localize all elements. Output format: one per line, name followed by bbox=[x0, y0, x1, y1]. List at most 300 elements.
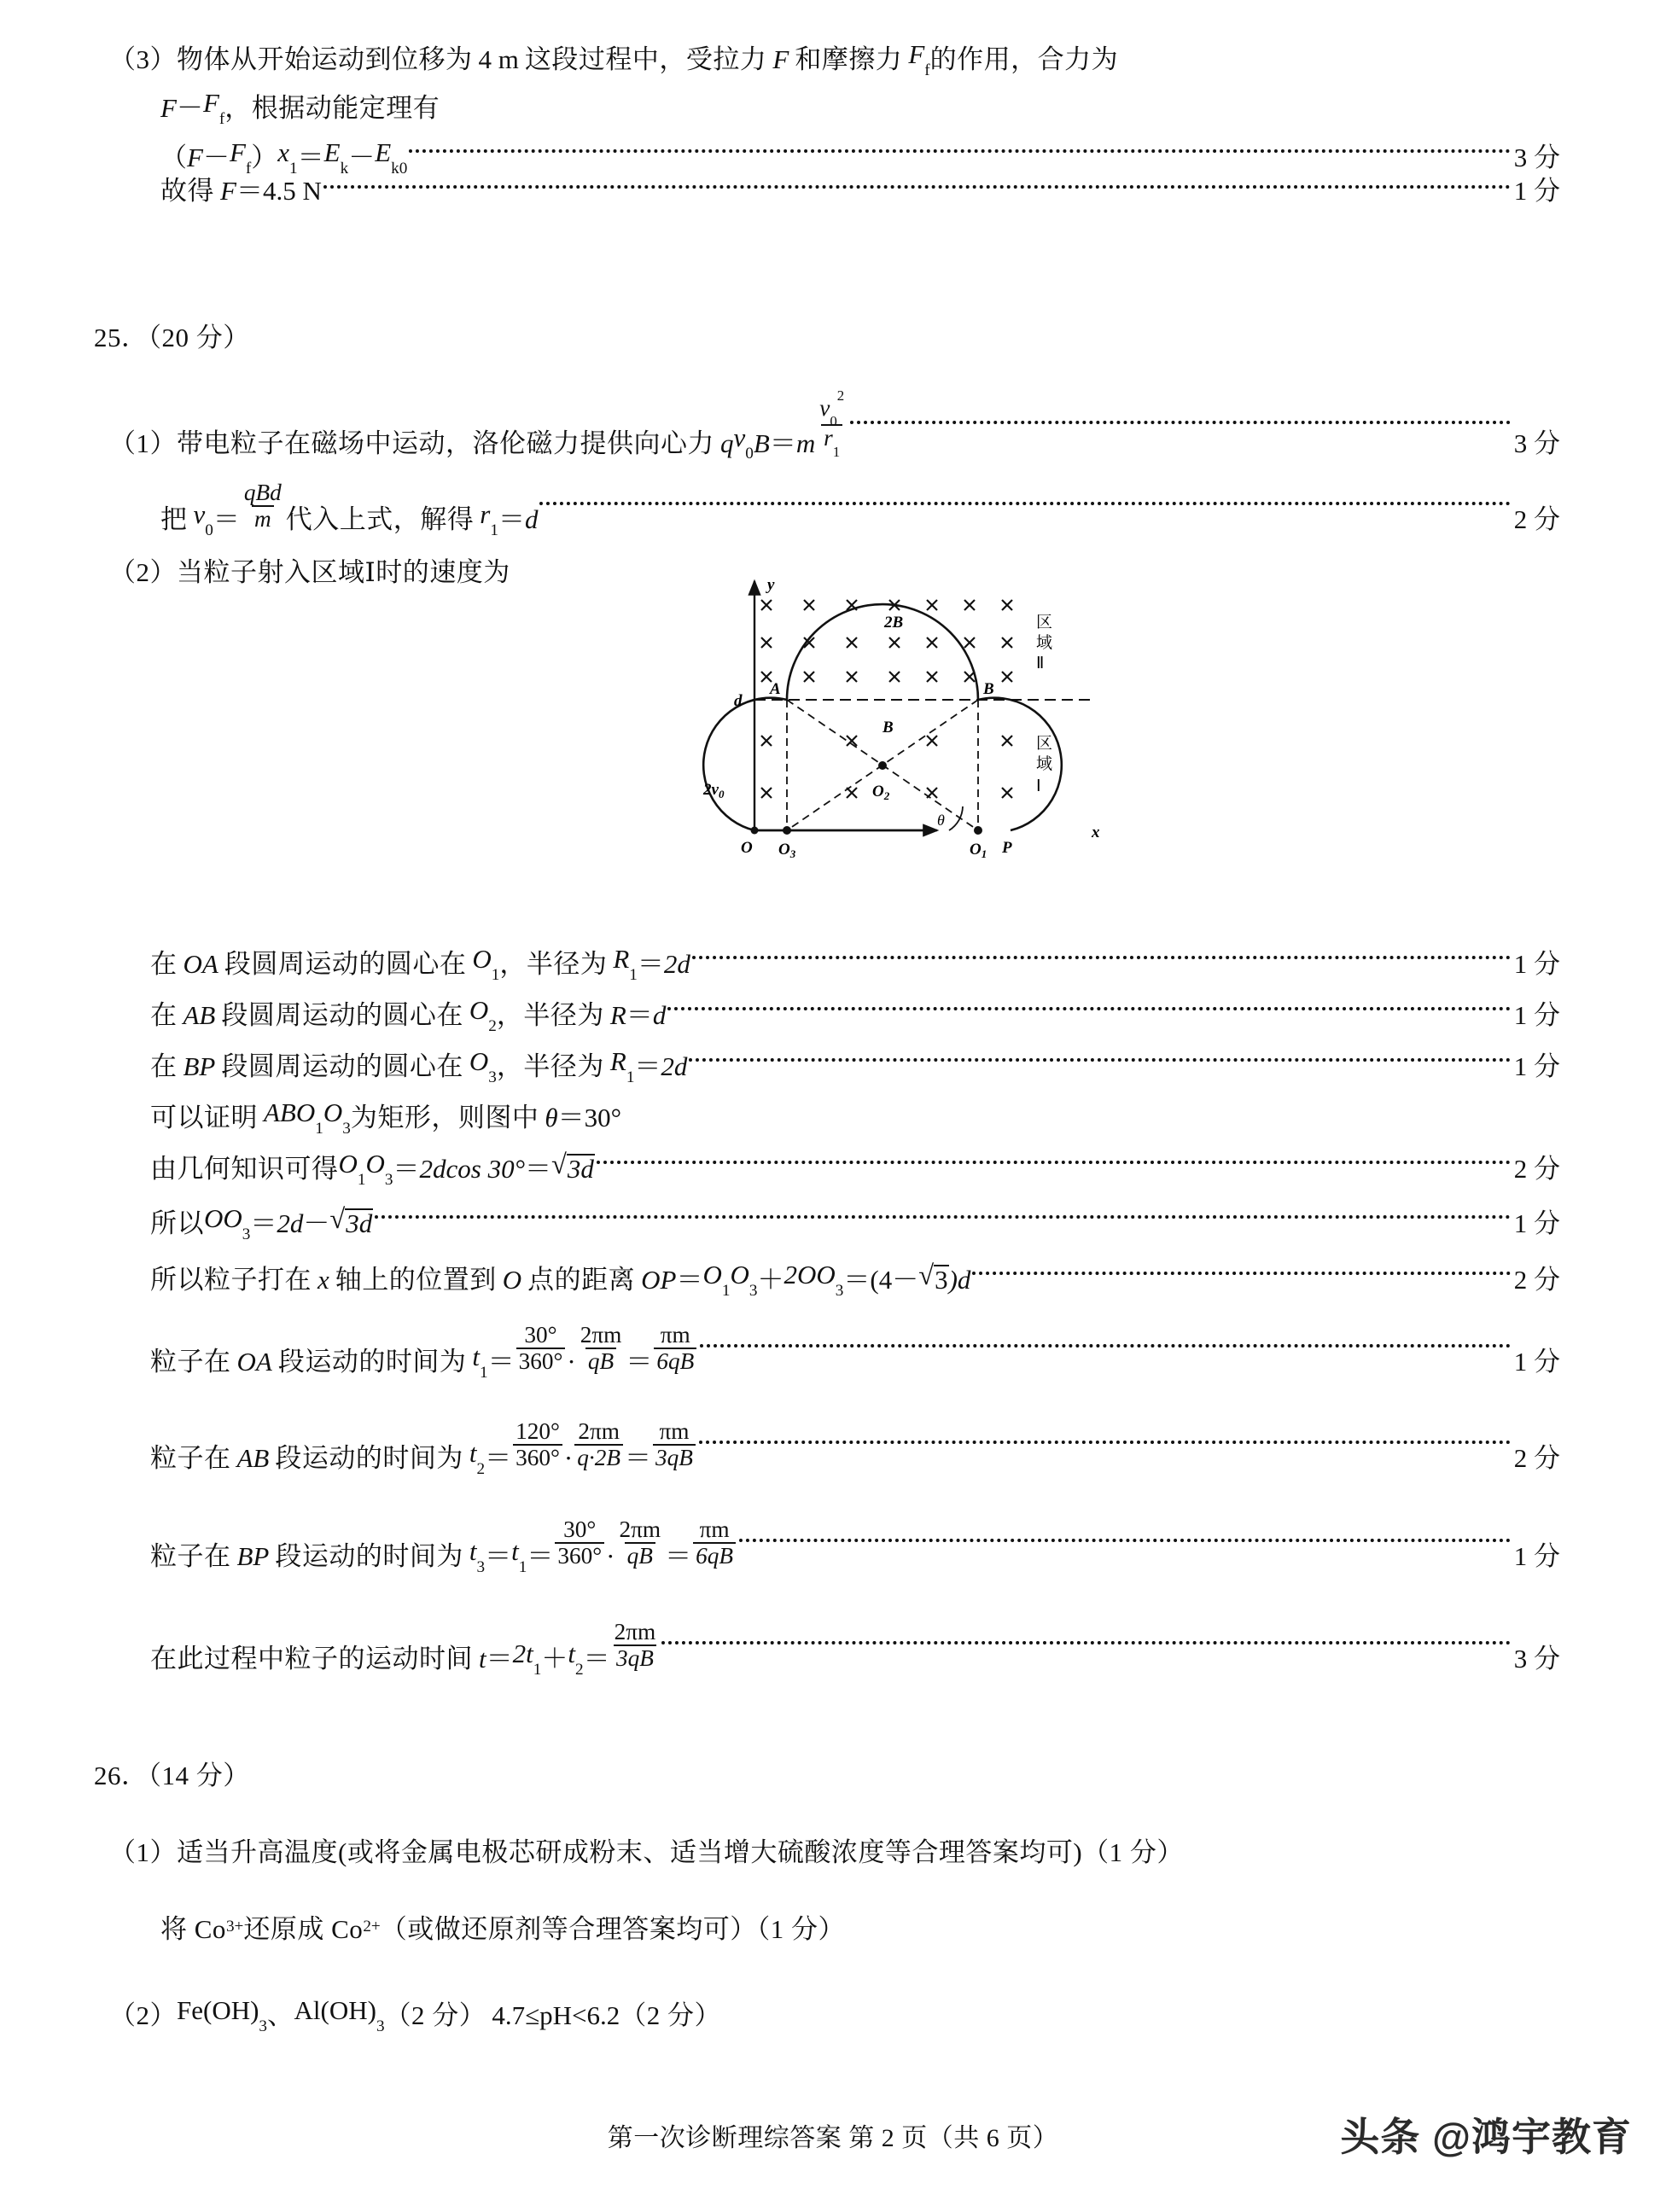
q26-part1-line bbox=[109, 1839, 1184, 1866]
q25-t3-line bbox=[150, 1516, 1560, 1576]
geo-O1: O bbox=[338, 1149, 358, 1179]
q25-total-time-line bbox=[150, 1619, 1560, 1679]
t3-t1: t bbox=[511, 1535, 519, 1566]
figure-svg bbox=[696, 559, 1123, 858]
label-B-point: B bbox=[983, 680, 994, 698]
tt-t2-sub: 2 bbox=[574, 1660, 584, 1679]
t2-frac3 bbox=[653, 1419, 696, 1470]
oa-center-sub: 1 bbox=[491, 965, 500, 984]
label-region1-3: Ⅰ bbox=[1036, 777, 1041, 795]
q25-p1b-frac-den: m bbox=[252, 505, 274, 532]
t3-t-sub: 3 bbox=[476, 1557, 486, 1576]
q26-p2-fe: Fe(OH) bbox=[177, 1995, 259, 2025]
frac-num-sup: 2 bbox=[836, 387, 845, 404]
label-O3: $O_3$ bbox=[778, 841, 796, 858]
q26-p1b-post: （或做还原剂等合理答案均可）（1 分） bbox=[380, 1914, 845, 1944]
q25-p1b-fraction bbox=[242, 480, 284, 531]
q25-p1b-equals: ＝ bbox=[213, 504, 240, 535]
point-O2 bbox=[878, 761, 887, 770]
ab-val: d bbox=[652, 1000, 667, 1031]
q25-op-distance-line bbox=[150, 1260, 1560, 1300]
oa-R-sub: 1 bbox=[629, 965, 638, 984]
tt-score: 3 分 bbox=[1513, 1644, 1560, 1674]
q24-eq1-Ek-sub: k bbox=[340, 159, 349, 178]
q24-eq2-F: F bbox=[220, 176, 236, 206]
t3-eq: ＝ bbox=[527, 1541, 554, 1572]
q25-p1-q: q bbox=[720, 428, 734, 458]
dotted-leader bbox=[700, 1344, 1511, 1348]
q24-eq1-x: x bbox=[277, 137, 290, 167]
geo-eq2: ＝ bbox=[524, 1154, 551, 1185]
q25-rect-proof-line bbox=[150, 1097, 622, 1138]
dotted-leader bbox=[972, 1272, 1510, 1275]
label-P: P bbox=[1002, 839, 1012, 857]
q26-p2-score2: （2 分） bbox=[620, 2000, 721, 2031]
geo-O3-sub: 3 bbox=[384, 1170, 393, 1189]
q24-force-F: F bbox=[772, 44, 789, 75]
q24-part3-value: 4 m bbox=[478, 44, 519, 75]
t2-score: 2 分 bbox=[1513, 1443, 1560, 1474]
q25-p1b-equals2: ＝ bbox=[498, 504, 525, 535]
q24-eq2-equals: ＝ bbox=[236, 176, 263, 206]
q25-t2-line bbox=[150, 1418, 1560, 1478]
q24-friction-sub: f bbox=[924, 61, 930, 79]
t1-f1-den: 360° bbox=[516, 1348, 566, 1374]
t1-frac1 bbox=[516, 1323, 566, 1373]
q26-p2-al: Al(OH) bbox=[294, 1995, 376, 2025]
watermark bbox=[1340, 2106, 1632, 2163]
op-O3: O bbox=[730, 1260, 749, 1289]
oa-eq: ＝ bbox=[637, 949, 664, 980]
t2-f1-den: 360° bbox=[513, 1444, 562, 1470]
t1-frac3 bbox=[654, 1323, 696, 1373]
q26-p1b-mid: 还原成 Co bbox=[243, 1914, 364, 1944]
q26-heading-text: 26．（14 分） bbox=[94, 1761, 250, 1790]
bp-score: 1 分 bbox=[1513, 1051, 1560, 1082]
op-pre: 所以粒子打在 bbox=[150, 1265, 312, 1295]
dotted-leader bbox=[739, 1539, 1511, 1542]
dotted-leader bbox=[597, 1161, 1511, 1164]
tt-plus: ＋ bbox=[541, 1644, 568, 1674]
t2-f3-num: πm bbox=[659, 1418, 690, 1444]
q25-line-oa-center bbox=[150, 944, 1560, 984]
q26-p1b-sup1: 3+ bbox=[225, 1917, 244, 1936]
t3-f2-num: 2πm bbox=[619, 1516, 661, 1542]
label-region1-1: 区 bbox=[1036, 735, 1053, 753]
q24-eq2-value: 4.5 N bbox=[262, 176, 322, 206]
t2-eq: ＝ bbox=[485, 1443, 512, 1474]
tt-eq: ＝ bbox=[486, 1644, 513, 1674]
op-open: (4－ bbox=[870, 1265, 919, 1295]
oo3-sqrt bbox=[329, 1206, 373, 1237]
q24-eq2-line bbox=[160, 178, 1560, 204]
ab-pre: 在 bbox=[150, 1000, 178, 1031]
watermark-text: 头条 @鸿宇教育 bbox=[1340, 2115, 1632, 2159]
point-O3 bbox=[783, 826, 791, 835]
op-O3-sub: 3 bbox=[749, 1281, 758, 1300]
q24-eq1-Ek0: E bbox=[375, 137, 392, 167]
rect-val: 30° bbox=[584, 1103, 622, 1133]
q24-eq1-minus: － bbox=[202, 143, 230, 173]
bp-val: 2d bbox=[661, 1051, 688, 1082]
dotted-leader bbox=[323, 185, 1511, 189]
t1-dot: · bbox=[567, 1347, 576, 1377]
tt-f-den: 3qB bbox=[614, 1644, 656, 1671]
rect-ABO: ABO bbox=[264, 1097, 316, 1127]
bp-R: R bbox=[609, 1046, 626, 1076]
ab-segment: AB bbox=[183, 1000, 216, 1031]
ab-mid: 段圆周运动的圆心在 bbox=[221, 1000, 463, 1031]
q25-p1b-r: r bbox=[480, 498, 491, 529]
oa-segment: OA bbox=[183, 949, 218, 980]
q24-eq1-F: F bbox=[187, 143, 203, 173]
q25-p1b-frac-num: qBd bbox=[243, 480, 282, 505]
oa-mid2: ，半径为 bbox=[499, 949, 608, 980]
t3-frac2 bbox=[616, 1517, 663, 1568]
ab-mid2: ，半径为 bbox=[496, 1000, 604, 1031]
geo-score: 2 分 bbox=[1513, 1154, 1560, 1185]
oo3-sub: 3 bbox=[242, 1225, 251, 1243]
t1-f3-num: πm bbox=[660, 1322, 690, 1348]
q25-p1-label: （1） bbox=[109, 428, 177, 458]
geo-O1-sub: 1 bbox=[357, 1170, 366, 1189]
q24-l2-F: F bbox=[160, 93, 177, 124]
q26-p1b-pre: 将 Co bbox=[160, 1914, 226, 1944]
t2-pre: 粒子在 bbox=[150, 1443, 231, 1474]
geo-O3: O bbox=[365, 1149, 385, 1179]
q24-part3-text-d: 的作用，合力为 bbox=[929, 44, 1119, 75]
rect-eq: ＝ bbox=[557, 1103, 585, 1133]
q25-p1-B: B bbox=[753, 428, 770, 458]
tt-pre: 在此过程中粒子的运动时间 bbox=[150, 1644, 473, 1674]
label-region1-2: 域 bbox=[1036, 755, 1053, 773]
op-eq2: ＝ bbox=[843, 1265, 871, 1295]
q26-p2-al-sub: 3 bbox=[376, 2017, 385, 2035]
t3-t1-sub: 1 bbox=[518, 1557, 527, 1576]
q24-eq1-score: 3 分 bbox=[1513, 143, 1560, 173]
radical-sign: √ bbox=[918, 1260, 935, 1292]
rect-pre: 可以证明 bbox=[150, 1103, 258, 1133]
trajectory-OA bbox=[703, 698, 787, 830]
dotted-leader bbox=[375, 1215, 1510, 1219]
q24-part3-text-c: 和摩擦力 bbox=[795, 44, 903, 75]
geo-radicand: 3d bbox=[567, 1154, 594, 1185]
oo3-minus: － bbox=[303, 1208, 330, 1239]
label-x-axis: x bbox=[1092, 824, 1100, 841]
t3-f1-den: 360° bbox=[555, 1542, 604, 1569]
label-region2-2: 域 bbox=[1036, 634, 1053, 652]
bp-pre: 在 bbox=[150, 1051, 178, 1082]
t3-f2-den: qB bbox=[625, 1542, 655, 1569]
q25-p1b-score: 2 分 bbox=[1513, 504, 1560, 535]
oa-pre: 在 bbox=[150, 949, 178, 980]
dotted-leader bbox=[850, 421, 1511, 424]
q24-eq1-minus2: － bbox=[348, 143, 376, 173]
op-mid: 轴上的位置到 bbox=[335, 1265, 497, 1295]
frac-num-sub: 0 bbox=[830, 413, 837, 430]
op-plus: ＋ bbox=[757, 1265, 784, 1295]
oa-score: 1 分 bbox=[1513, 949, 1560, 980]
label-A: A bbox=[770, 680, 781, 698]
t1-mid: 段运动的时间为 bbox=[277, 1347, 467, 1377]
q26-p1-label: （1） bbox=[109, 1837, 177, 1867]
op-O1-sub: 1 bbox=[721, 1281, 731, 1300]
bp-eq: ＝ bbox=[634, 1051, 661, 1082]
t1-t: t bbox=[472, 1341, 480, 1371]
dotted-leader bbox=[689, 1058, 1510, 1062]
point-O bbox=[751, 827, 759, 835]
t1-t-sub: 1 bbox=[479, 1363, 488, 1382]
q24-part3-text-a: 物体从开始运动到位移为 bbox=[177, 44, 473, 75]
rect-O: O bbox=[323, 1097, 343, 1127]
footer-text: 第一次诊断理综答案 第 2 页（共 6 页） bbox=[607, 2124, 1059, 2152]
q25-p1b-prefix: 把 bbox=[160, 504, 188, 535]
rect-theta: θ bbox=[545, 1103, 558, 1133]
dotted-leader bbox=[692, 956, 1511, 959]
t2-t: t bbox=[469, 1437, 477, 1468]
t2-t-sub: 2 bbox=[476, 1459, 486, 1478]
t1-score: 1 分 bbox=[1513, 1347, 1560, 1377]
q24-eq1-Ff-sub: f bbox=[245, 159, 252, 178]
q26-part1b-line bbox=[160, 1916, 845, 1942]
q24-l2-Ff-sub: f bbox=[218, 109, 225, 128]
t3-frac3 bbox=[693, 1517, 736, 1568]
t1-frac2 bbox=[578, 1323, 625, 1373]
tt-t2: t bbox=[568, 1638, 575, 1668]
op-2OO3: 2OO bbox=[783, 1260, 836, 1289]
tt-frac bbox=[612, 1620, 659, 1670]
t3-pre: 粒子在 bbox=[150, 1541, 231, 1572]
rect-mid: 为矩形，则图中 bbox=[350, 1103, 539, 1133]
t1-eq2: ＝ bbox=[626, 1347, 653, 1377]
q25-p1-m: m bbox=[795, 428, 816, 458]
oo3-val: 2d bbox=[277, 1208, 304, 1239]
q24-part3-line2 bbox=[160, 88, 440, 128]
op-eq: ＝ bbox=[676, 1265, 703, 1295]
t3-eq2: ＝ bbox=[665, 1541, 692, 1572]
t3-t: t bbox=[469, 1535, 477, 1566]
tt-eq2: ＝ bbox=[583, 1644, 610, 1674]
op-O: O bbox=[502, 1265, 522, 1295]
frac-den-sub: 1 bbox=[832, 443, 841, 460]
label-O: O bbox=[741, 839, 753, 857]
q24-eq1-x-sub: 1 bbox=[289, 159, 298, 178]
label-d: d bbox=[734, 692, 743, 710]
t1-segment: OA bbox=[236, 1347, 272, 1377]
bp-mid2: ，半径为 bbox=[496, 1051, 604, 1082]
q25-t1-line bbox=[150, 1322, 1560, 1382]
q24-eq1-Ek0-sub: k0 bbox=[391, 159, 408, 178]
label-theta: θ bbox=[937, 812, 945, 829]
q26-p1-text: 适当升高温度(或将金属电极芯研成粉末、适当增大硫酸浓度等合理答案均可)（1 分） bbox=[177, 1837, 1184, 1867]
q24-eq1-Ek: E bbox=[323, 137, 341, 167]
q24-eq1-open: （ bbox=[160, 143, 187, 173]
physics-figure bbox=[696, 559, 1123, 858]
oo3-eq: ＝ bbox=[250, 1208, 277, 1239]
q24-part3-line1 bbox=[109, 39, 1560, 79]
t2-f3-den: 3qB bbox=[653, 1444, 696, 1470]
oa-center-pt: O bbox=[472, 944, 492, 974]
oa-val: 2d bbox=[663, 949, 690, 980]
t2-eq2: ＝ bbox=[625, 1443, 651, 1474]
t3-f3-den: 6qB bbox=[693, 1542, 736, 1569]
dotted-leader bbox=[409, 149, 1510, 153]
q25-p2-label: （2） bbox=[109, 557, 177, 587]
q25-p2-text: 当粒子射入区域Ⅰ时的速度为 bbox=[177, 557, 510, 587]
label-O2: $O_2$ bbox=[872, 783, 890, 802]
q25-p1-v: v bbox=[733, 422, 746, 453]
q26-p1b-sup2: 2+ bbox=[363, 1917, 381, 1936]
q25-p1-equals: ＝ bbox=[769, 428, 796, 458]
t1-f1-num: 30° bbox=[524, 1322, 557, 1348]
q24-eq1-equals: ＝ bbox=[297, 143, 324, 173]
dotted-leader bbox=[661, 1641, 1511, 1644]
tt-2t1-sub: 1 bbox=[533, 1660, 542, 1679]
q25-p1b-v-sub: 0 bbox=[205, 521, 213, 539]
t1-f3-den: 6qB bbox=[654, 1348, 696, 1374]
oo3-score: 1 分 bbox=[1513, 1208, 1560, 1239]
t1-f2-num: 2πm bbox=[580, 1322, 622, 1348]
bp-mid: 段圆周运动的圆心在 bbox=[221, 1051, 463, 1082]
oa-R: R bbox=[613, 944, 630, 974]
op-2OO3-sub: 3 bbox=[835, 1281, 844, 1300]
q25-p1b-r-sub: 1 bbox=[490, 521, 498, 539]
t2-dot: · bbox=[563, 1443, 574, 1474]
q25-p1-score: 3 分 bbox=[1513, 428, 1560, 458]
label-region2-1: 区 bbox=[1036, 614, 1053, 632]
label-O1: $O_1$ bbox=[970, 841, 987, 858]
q26-p2-label: （2） bbox=[109, 2000, 177, 2031]
q25-p1b-v: v bbox=[193, 498, 206, 529]
geo-sqrt bbox=[550, 1150, 595, 1185]
t2-f1-num: 120° bbox=[516, 1418, 560, 1444]
t3-mid: 段运动的时间为 bbox=[275, 1541, 463, 1572]
q24-l2-minus: － bbox=[176, 93, 203, 124]
q26-p2-ph: 4.7≤pH<6.2 bbox=[492, 2000, 620, 2031]
geo-expr: 2dcos 30° bbox=[419, 1154, 525, 1185]
oa-mid: 段圆周运动的圆心在 bbox=[224, 949, 467, 980]
q25-p1-fraction bbox=[817, 387, 847, 460]
t3-f1-num: 30° bbox=[563, 1516, 597, 1542]
q25-part1-line bbox=[109, 387, 1560, 463]
q24-eq1-close: ） bbox=[251, 143, 278, 173]
dotted-leader bbox=[667, 1007, 1510, 1010]
q24-part3-text-b: 这段过程中，受拉力 bbox=[524, 44, 767, 75]
ab-score: 1 分 bbox=[1513, 1000, 1560, 1031]
t2-frac2 bbox=[574, 1419, 623, 1470]
rect-sub3: 3 bbox=[342, 1119, 351, 1138]
op-score: 2 分 bbox=[1513, 1265, 1560, 1295]
t3-dot: · bbox=[606, 1541, 615, 1572]
t3-score: 1 分 bbox=[1513, 1541, 1560, 1572]
oo3-OO: OO bbox=[204, 1203, 242, 1233]
q24-eq1-Ff: F bbox=[229, 137, 246, 167]
t1-pre: 粒子在 bbox=[150, 1347, 231, 1377]
q26-p2-fe-sub: 3 bbox=[259, 2017, 268, 2035]
q25-p1-text: 带电粒子在磁场中运动，洛伦磁力提供向心力 bbox=[177, 428, 714, 458]
op-x: x bbox=[317, 1265, 329, 1295]
bp-center-pt: O bbox=[469, 1046, 489, 1076]
t2-f2-den: q·2B bbox=[574, 1444, 623, 1470]
dotted-leader bbox=[539, 502, 1510, 505]
op-close: )d bbox=[948, 1265, 971, 1295]
q24-eq2-score: 1 分 bbox=[1513, 176, 1560, 206]
q25-line-bp-center bbox=[150, 1046, 1560, 1086]
label-2v0: $2v_0$ bbox=[703, 781, 725, 800]
t3-frac1 bbox=[555, 1517, 604, 1568]
geo-eq: ＝ bbox=[393, 1154, 420, 1185]
op-O1: O bbox=[702, 1260, 722, 1289]
op-radicand: 3 bbox=[935, 1265, 948, 1295]
oo3-pre: 所以 bbox=[150, 1208, 204, 1239]
q26-p2-sep: 、 bbox=[267, 2000, 294, 2031]
bp-R-sub: 1 bbox=[626, 1068, 635, 1086]
tt-2t1: 2t bbox=[512, 1638, 533, 1668]
frac-num-v: v bbox=[819, 395, 830, 422]
q25-p1-v-sub: 0 bbox=[745, 444, 754, 463]
label-y-axis: y bbox=[767, 576, 775, 594]
label-B-field: B bbox=[883, 719, 894, 736]
ab-center-pt: O bbox=[469, 995, 489, 1025]
t3-eq0: ＝ bbox=[485, 1541, 512, 1572]
t1-f2-den: qB bbox=[585, 1348, 616, 1374]
oo3-radicand: 3d bbox=[346, 1208, 373, 1239]
label-2B: 2B bbox=[884, 614, 904, 632]
q25-heading-text: 25．（20 分） bbox=[94, 323, 250, 352]
q25-part1b-line bbox=[160, 480, 1560, 539]
bp-segment: BP bbox=[183, 1051, 216, 1082]
geo-pre: 由几何知识可得 bbox=[150, 1154, 339, 1185]
ab-center-sub: 2 bbox=[488, 1016, 497, 1035]
trajectory-AB bbox=[787, 604, 978, 700]
q24-friction-F: F bbox=[908, 39, 925, 69]
q24-eq1-line bbox=[160, 137, 1560, 178]
frac-den-r: r bbox=[824, 425, 833, 451]
point-O1 bbox=[974, 826, 982, 835]
q25-line-ab-center bbox=[150, 995, 1560, 1035]
q24-l2-Ff: F bbox=[202, 88, 219, 118]
q25-heading bbox=[94, 324, 250, 351]
q24-eq2-prefix: 故得 bbox=[160, 176, 214, 206]
t2-frac1 bbox=[513, 1419, 562, 1470]
op-mid2: 点的距离 bbox=[527, 1265, 636, 1295]
ab-R: R bbox=[609, 1000, 626, 1031]
q25-part2-line bbox=[109, 559, 510, 585]
t2-mid: 段运动的时间为 bbox=[275, 1443, 463, 1474]
t3-f3-num: πm bbox=[699, 1516, 730, 1542]
op-OP: OP bbox=[641, 1265, 677, 1295]
q25-p1b-mid: 代入上式，解得 bbox=[285, 504, 475, 535]
q24-part3-label: （3） bbox=[109, 44, 177, 75]
bp-center-sub: 3 bbox=[488, 1068, 497, 1086]
radical-sign: √ bbox=[550, 1150, 567, 1181]
label-region2-3: Ⅱ bbox=[1036, 655, 1045, 672]
q25-oo3-line bbox=[150, 1203, 1560, 1243]
radical-sign: √ bbox=[329, 1204, 346, 1236]
q26-p2-score1: （2 分） bbox=[384, 2000, 486, 2031]
t2-f2-num: 2πm bbox=[578, 1418, 620, 1444]
q25-p1-frac-num bbox=[817, 387, 847, 430]
ab-eq: ＝ bbox=[626, 1000, 653, 1031]
t1-eq: ＝ bbox=[487, 1347, 515, 1377]
t2-segment: AB bbox=[236, 1443, 270, 1474]
q25-p1b-d: d bbox=[524, 504, 539, 535]
t3-segment: BP bbox=[236, 1541, 270, 1572]
q26-heading bbox=[94, 1762, 250, 1789]
q26-part2-line bbox=[109, 1995, 721, 2035]
op-sqrt bbox=[918, 1262, 948, 1293]
q25-geometry-line bbox=[150, 1149, 1560, 1189]
